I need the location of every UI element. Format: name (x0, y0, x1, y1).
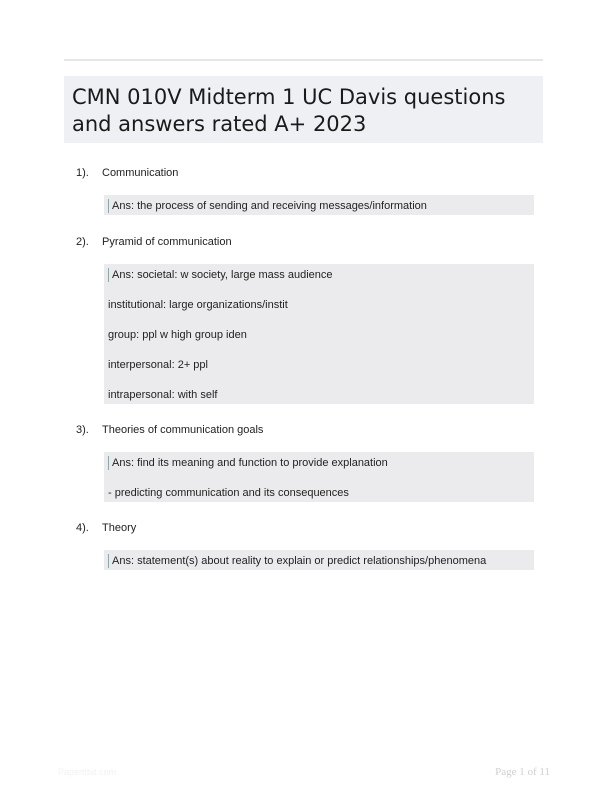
question-text: Theories of communication goals (102, 424, 264, 436)
title-banner (64, 76, 543, 143)
question-text: Pyramid of communication (102, 236, 232, 248)
answer-block (104, 264, 534, 404)
question-item (76, 236, 536, 404)
answer-line: interpersonal: 2+ ppl (108, 359, 208, 371)
answer-line: Ans: societal: w society, large mass audience (108, 268, 534, 282)
question-number: 3). (76, 424, 89, 436)
page-indicator: Page 1 of 11 (495, 766, 550, 778)
document-title: CMN 010V Midterm 1 UC Davis questions and answers rated A+ 2023 (72, 85, 506, 136)
question-number: 2). (76, 236, 89, 248)
answer-line: institutional: large organizations/instit (108, 299, 288, 311)
answer-line: Ans: the process of sending and receiving messages/information (108, 199, 534, 213)
answer-line: Ans: find its meaning and function to provide explanation (108, 456, 534, 470)
answer-block (104, 195, 534, 215)
top-divider (64, 59, 543, 61)
question-number: 4). (76, 522, 89, 534)
answer-block (104, 550, 534, 570)
question-item (76, 424, 536, 502)
answer-line: Ans: statement(s) about reality to explain or predict relationships/phenomena (108, 554, 534, 568)
question-number: 1). (76, 167, 89, 179)
question-item (76, 167, 536, 215)
question-text: Theory (102, 522, 137, 534)
answer-line: group: ppl w high group iden (108, 329, 247, 341)
answer-line: - predicting communication and its consequences (108, 487, 349, 499)
question-item (76, 522, 536, 570)
watermark-text: Paperttbit.com (58, 767, 117, 777)
answer-block (104, 452, 534, 502)
question-text: Communication (102, 167, 179, 179)
answer-line: intrapersonal: with self (108, 389, 218, 401)
